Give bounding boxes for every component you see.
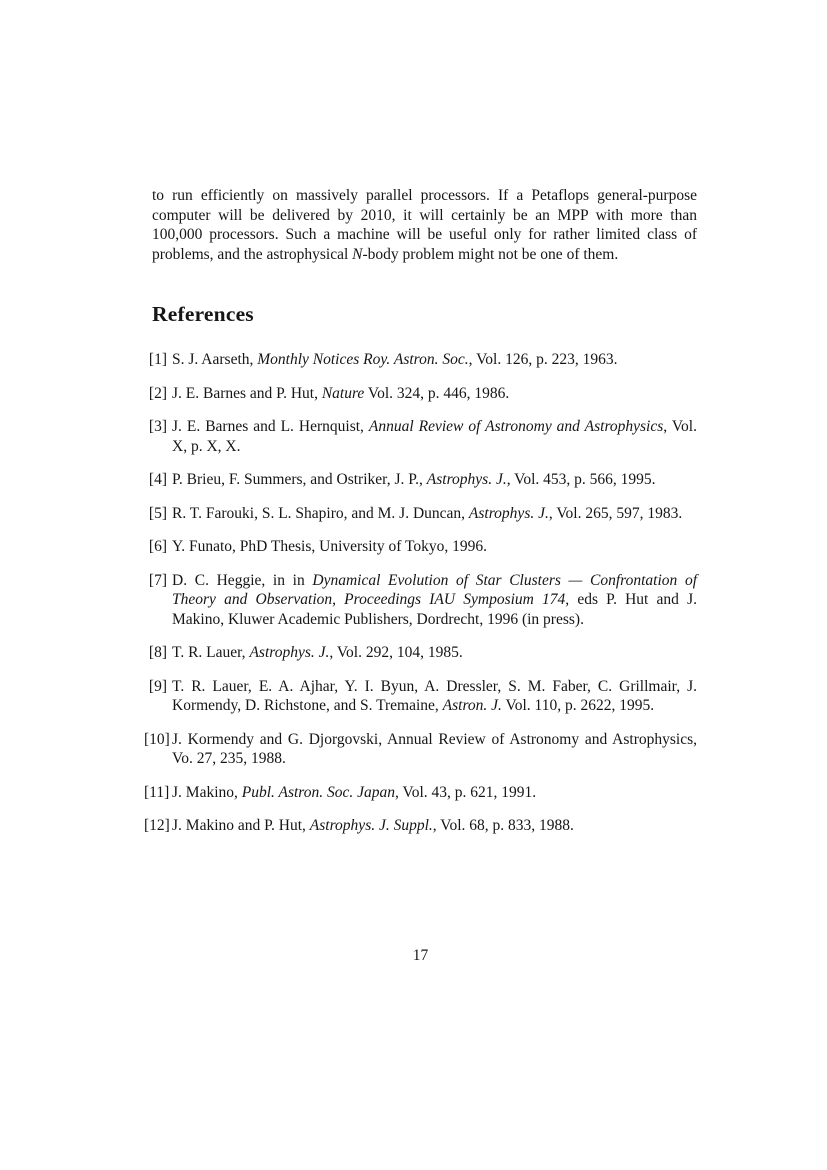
reference-item xyxy=(144,350,697,370)
italic-text-run: Monthly Notices Roy. Astron. Soc. xyxy=(257,351,469,368)
reference-item xyxy=(144,730,697,769)
reference-text xyxy=(172,505,682,522)
text-run: D. C. Heggie, in in xyxy=(172,571,313,589)
reference-text xyxy=(172,784,536,801)
text-run: J. E. Barnes and P. Hut, xyxy=(172,384,322,402)
reference-item xyxy=(144,816,697,836)
reference-item xyxy=(144,643,697,663)
text-run: P. Brieu, F. Summers, and Ostriker, J. P., xyxy=(172,471,427,488)
italic-text-run: Publ. Astron. Soc. Japan xyxy=(241,783,396,801)
text-run: , Vol. 292, 104, 1985. xyxy=(329,644,463,661)
reference-item xyxy=(144,677,697,716)
reference-item xyxy=(144,470,697,490)
text-run: J. Kormendy and G. Djorgovski, Annual Review of Astronomy and Astrophysics, Vo. 27, 235, 1988. xyxy=(172,730,697,767)
italic-text-run: Astrophys. J. xyxy=(426,471,507,488)
text-run: , Vol. 43, p. 621, 1991. xyxy=(395,783,537,801)
reference-text xyxy=(172,731,697,768)
reference-text xyxy=(172,471,656,488)
text-run: eds P. Hut and J. Makino, Kluwer Academic Publishers, Dordrecht, 1996 (in press). xyxy=(172,591,697,628)
text-run: Y. Funato, PhD Thesis, University of Tokyo, 1996. xyxy=(172,538,487,555)
page-number: 17 xyxy=(412,947,429,964)
reference-item xyxy=(144,504,697,524)
text-run: J. Makino, xyxy=(172,783,242,801)
reference-item xyxy=(144,571,697,630)
reference-label: [10] xyxy=(144,730,170,748)
text-run: , Vol. X, p. X, X. xyxy=(172,418,697,455)
reference-label: [7] xyxy=(148,571,167,589)
text-run: T. R. Lauer, E. A. Ajhar, Y. I. Byun, A. Dressler, S. M. Faber, C. Grillmair, J. Kormendy, D. Richstone, and S. Tremaine, xyxy=(172,677,697,714)
reference-text xyxy=(172,538,487,555)
reference-label: [2] xyxy=(148,384,167,402)
text-run: T. R. Lauer, xyxy=(172,644,250,661)
body-paragraph xyxy=(152,186,697,264)
text-run: to run efficiently on massively parallel processors. If a Petaflops general-purpose computer will be delivered by 2010, it will certainly be an MPP with more than 100,000 processors. Such a machine will be useful only for rather limited class of problems, and the astrophysical xyxy=(152,187,697,263)
text-run: Vol. 110, p. 2622, 1995. xyxy=(501,697,655,714)
text-run: , Vol. 126, p. 223, 1963. xyxy=(468,351,618,368)
reference-text xyxy=(172,644,463,661)
references-list xyxy=(144,350,697,836)
italic-text-run: N xyxy=(352,245,363,263)
text-run: J. Makino and P. Hut, xyxy=(172,817,310,834)
reference-label: [11] xyxy=(144,783,170,801)
italic-text-run: Astrophys. J. Suppl. xyxy=(309,817,433,834)
text-run: S. J. Aarseth, xyxy=(172,351,258,368)
reference-label: [1] xyxy=(148,351,167,368)
page-content xyxy=(144,186,697,850)
reference-item xyxy=(144,537,697,557)
text-run: , Vol. 453, p. 566, 1995. xyxy=(506,471,656,488)
reference-text xyxy=(172,817,574,834)
reference-label: [8] xyxy=(148,644,167,661)
text-run: , Vol. 265, 597, 1983. xyxy=(548,504,683,522)
italic-text-run: Astron. J. xyxy=(442,697,502,714)
reference-item xyxy=(144,783,697,803)
reference-item xyxy=(144,417,697,456)
italic-text-run: Dynamical Evolution of Star Clusters — Confrontation of Theory and Observation, Proceedings IAU Symposium 174, xyxy=(172,571,697,608)
text-run: -body problem might not be one of them. xyxy=(362,245,619,263)
reference-text xyxy=(172,385,509,402)
italic-text-run: Annual Review of Astronomy and Astrophysics xyxy=(368,418,664,435)
text-run: Vol. 324, p. 446, 1986. xyxy=(364,384,510,402)
reference-label: [6] xyxy=(148,538,167,555)
reference-label: [9] xyxy=(148,677,167,695)
reference-text xyxy=(172,351,618,368)
reference-label: [5] xyxy=(148,504,167,522)
references-heading: References xyxy=(152,302,254,326)
reference-label: [12] xyxy=(144,817,170,834)
reference-text xyxy=(172,418,697,455)
text-run: J. E. Barnes and L. Hernquist, xyxy=(172,418,369,435)
reference-item xyxy=(144,384,697,404)
reference-label: [3] xyxy=(148,418,167,435)
text-run: R. T. Farouki, S. L. Shapiro, and M. J. Duncan, xyxy=(172,504,469,522)
italic-text-run: Astrophys. J. xyxy=(468,504,549,522)
reference-text xyxy=(172,678,697,715)
reference-label: [4] xyxy=(148,471,167,488)
text-run: , Vol. 68, p. 833, 1988. xyxy=(432,817,574,834)
italic-text-run: Nature xyxy=(321,384,365,402)
italic-text-run: Astrophys. J. xyxy=(249,644,330,661)
reference-text xyxy=(172,572,697,628)
